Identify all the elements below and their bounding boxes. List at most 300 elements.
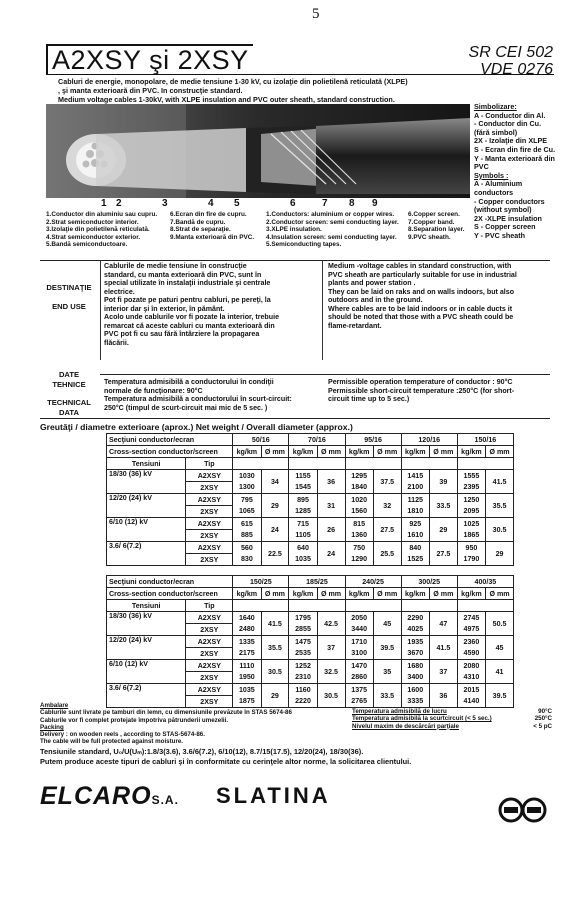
- packing-line: The cable will be full protected against moisture.: [40, 738, 184, 746]
- diameter-cell: 29: [429, 518, 457, 542]
- intro-line: Medium voltage cables 1-30kV, with XLPE insulation and PVC outer sheath, standard construction.: [58, 95, 395, 104]
- weight-cell: 2290: [401, 612, 429, 624]
- type-cell: A2XSY: [186, 542, 233, 554]
- type-cell: 2XSY: [186, 482, 233, 494]
- legend-item: 4.Strat semiconductor exterior.: [46, 233, 141, 241]
- symbols-title-en: Symbols :: [474, 170, 509, 180]
- param-value: 90°C: [538, 708, 552, 715]
- diameter-cell: 27.5: [429, 542, 457, 566]
- callout-8: 8: [349, 198, 355, 209]
- unit-kgkm: kg/km: [401, 588, 429, 600]
- diameter-cell: 37: [429, 660, 457, 684]
- section-header-ro: Secţiuni conductor/ecran: [107, 434, 233, 446]
- weight-cell: 1950: [233, 672, 261, 684]
- weight-cell: 2175: [233, 648, 261, 660]
- weight-cell: 2100: [401, 482, 429, 494]
- voltage-cell: 6/10 (12) kV: [107, 518, 186, 542]
- weight-cell: 1640: [233, 612, 261, 624]
- unit-diameter: Ø mm: [486, 446, 514, 458]
- weight-cell: 1025: [457, 518, 485, 530]
- weight-cell: 925: [401, 518, 429, 530]
- diameter-cell: 39.5: [486, 684, 514, 708]
- text-line: flăcării.: [104, 338, 129, 347]
- unit-diameter: Ø mm: [373, 588, 401, 600]
- weight-cell: 1375: [345, 684, 373, 696]
- packing-line: Delivery : on wooden reels , according to STAS-5674-86.: [40, 731, 205, 739]
- technical-label-en: TECHNICAL: [47, 398, 91, 407]
- section-size: 400/35: [457, 576, 513, 588]
- diameter-cell: 33.5: [373, 684, 401, 708]
- standard-2: VDE 0276: [480, 61, 553, 78]
- section-size: 150/16: [457, 434, 513, 446]
- diameter-cell: 26: [317, 518, 345, 542]
- symbol-item: S - Ecran din fire de Cu.: [474, 144, 556, 154]
- technical-text-ro: [104, 378, 320, 412]
- weight-cell: 2745: [457, 612, 485, 624]
- symbol-item: Y - PVC sheath: [474, 230, 525, 240]
- text-line: Acolo unde cablurile vor fi pozate la interior, trebuie: [104, 313, 280, 321]
- legend-en-col1: [266, 211, 406, 249]
- destination-text-en: [328, 262, 552, 330]
- type-cell: 2XSY: [186, 672, 233, 684]
- unit-kgkm: kg/km: [457, 588, 485, 600]
- diameter-cell: 34: [261, 470, 289, 494]
- legend-item: 8.Strat de separaţie.: [170, 226, 231, 234]
- destination-label-ro: DESTINAŢIE: [46, 283, 92, 292]
- legend-item: 7.Bandă de cupru.: [170, 218, 226, 226]
- header-divider: [46, 74, 554, 75]
- diameter-cell: 29: [261, 684, 289, 708]
- weight-cell: 1525: [401, 554, 429, 566]
- section-size: 70/16: [289, 434, 345, 446]
- empty-cell: [457, 600, 513, 612]
- callout-3: 3: [162, 198, 168, 209]
- diameter-cell: 36: [317, 470, 345, 494]
- weight-cell: 1680: [401, 660, 429, 672]
- weight-cell: 1295: [345, 470, 373, 482]
- legend-item: 9.Manta exterioară din PVC.: [170, 233, 255, 241]
- diameter-cell: 30.5: [261, 660, 289, 684]
- text-line: plants and power station .: [328, 279, 416, 287]
- weight-cell: 1030: [233, 470, 261, 482]
- diameter-cell: 41.5: [486, 470, 514, 494]
- weight-cell: 2220: [289, 696, 317, 708]
- weight-cell: 1290: [345, 554, 373, 566]
- diameter-cell: 42.5: [317, 612, 345, 636]
- diameter-cell: 41: [486, 660, 514, 684]
- empty-cell: [233, 600, 289, 612]
- type-cell: A2XSY: [186, 684, 233, 696]
- type-cell: A2XSY: [186, 660, 233, 672]
- brand-suffix: S.A.: [151, 793, 179, 807]
- text-line: PVC pot fi cu sau fără întârziere la propagarea: [104, 330, 260, 338]
- type-header: Tip: [186, 458, 233, 470]
- weights-table-1: [106, 433, 514, 566]
- param-value: 250°C: [534, 715, 552, 723]
- weight-cell: 1335: [233, 636, 261, 648]
- weight-cell: 2855: [289, 624, 317, 636]
- weight-cell: 1935: [401, 636, 429, 648]
- text-line: Permissible short-circuit temperature :250°C (for short-: [328, 386, 515, 395]
- unit-kgkm: kg/km: [289, 446, 317, 458]
- brand-city: SLATINA: [216, 783, 331, 808]
- weight-cell: 815: [345, 518, 373, 530]
- weight-cell: 1035: [233, 684, 261, 696]
- empty-cell: [345, 458, 401, 470]
- diameter-cell: 35.5: [486, 494, 514, 518]
- cable-cross-section-photo: [46, 104, 470, 198]
- callout-7: 7: [322, 198, 328, 209]
- voltage-cell: 18/30 (36) kV: [107, 612, 186, 636]
- weight-cell: 1470: [345, 660, 373, 672]
- text-line: Temperatura admisibilă a conductorului în condiţii: [104, 378, 274, 386]
- weight-cell: 795: [233, 494, 261, 506]
- type-cell: A2XSY: [186, 494, 233, 506]
- diameter-cell: 25.5: [373, 542, 401, 566]
- callout-2: 2: [116, 198, 122, 209]
- empty-cell: [289, 600, 345, 612]
- voltage-header: Tensiuni: [107, 600, 186, 612]
- weight-cell: 2535: [289, 648, 317, 660]
- text-line: Where cables are to be laid indoors or in cable ducts it: [328, 304, 513, 313]
- diameter-cell: 30.5: [486, 518, 514, 542]
- weight-cell: 1155: [289, 470, 317, 482]
- diameter-cell: 50.5: [486, 612, 514, 636]
- weight-cell: 1545: [289, 482, 317, 494]
- diameter-cell: 47: [429, 612, 457, 636]
- weight-cell: 1250: [457, 494, 485, 506]
- legend-item: 2.Strat semiconductor interior.: [46, 218, 139, 226]
- packing-line: Cablurile sunt livrate pe tamburi din lemn, cu dimensiunile prevăzute în STAS 5674-86: [40, 709, 292, 717]
- diameter-cell: 30.5: [317, 684, 345, 708]
- symbol-item: Y - Manta exterioară din: [474, 153, 555, 163]
- footer-params-labels: [352, 708, 512, 730]
- unit-diameter: Ø mm: [261, 446, 289, 458]
- legend-en-col2: [408, 211, 476, 241]
- unit-diameter: Ø mm: [429, 588, 457, 600]
- param-label: Temperatura admisibilă la scurtcircuit (< 5 sec.): [352, 715, 492, 723]
- text-line: Cablurile de medie tensiune în construcţie: [104, 262, 247, 270]
- unit-diameter: Ø mm: [261, 588, 289, 600]
- weight-cell: 1790: [457, 554, 485, 566]
- weight-cell: 1560: [345, 506, 373, 518]
- text-line: 250°C (timpul de scurt-circuit mai mic de 5 sec. ): [104, 403, 268, 412]
- standard-voltages: [40, 747, 540, 766]
- section-divider: [100, 374, 550, 375]
- weight-cell: 1160: [289, 684, 317, 696]
- weight-cell: 2395: [457, 482, 485, 494]
- weight-cell: 4025: [401, 624, 429, 636]
- empty-cell: [401, 458, 457, 470]
- weight-cell: 1600: [401, 684, 429, 696]
- callout-9: 9: [372, 198, 378, 209]
- unit-diameter: Ø mm: [486, 588, 514, 600]
- text-line: Medium -voltage cables in standard construction, with: [328, 262, 512, 270]
- legend-item: 5.Bandă semiconductoare.: [46, 241, 128, 249]
- diameter-cell: 22.5: [261, 542, 289, 566]
- weight-cell: 615: [233, 518, 261, 530]
- weight-cell: 2080: [457, 660, 485, 672]
- weight-cell: 2310: [289, 672, 317, 684]
- weight-cell: 3335: [401, 696, 429, 708]
- voltage-cell: 3.6/ 6(7.2): [107, 684, 186, 708]
- standard-voltages-line: Tensiunile standard, U₀/U(Uₘ):1.8/3(3.6), 3.6/6(7.2), 6/10(12), 8.7/15(17.5), 12/20(24), 18/30(36).: [40, 747, 364, 756]
- diameter-cell: 37.5: [373, 470, 401, 494]
- page-number: 5: [312, 6, 320, 22]
- weight-cell: 950: [457, 542, 485, 554]
- section-header-en: Cross-section conductor/screen: [107, 588, 233, 600]
- weight-cell: 4590: [457, 648, 485, 660]
- param-value: < 5 pC: [533, 722, 552, 730]
- symbol-item: A - Aluminium: [474, 179, 523, 189]
- diameter-cell: 24: [261, 518, 289, 542]
- unit-diameter: Ø mm: [429, 446, 457, 458]
- type-cell: A2XSY: [186, 518, 233, 530]
- text-line: Pot fi pozate pe paturi pentru cabluri, pe pereţi, la: [104, 296, 271, 304]
- weight-cell: 1795: [289, 612, 317, 624]
- type-cell: A2XSY: [186, 470, 233, 482]
- section-divider: [40, 260, 550, 261]
- legend-item: 2.Conductor screen: semi conducting layer.: [266, 218, 399, 226]
- section-size: 185/25: [289, 576, 345, 588]
- weight-cell: 1875: [233, 696, 261, 708]
- weight-cell: 3100: [345, 648, 373, 660]
- empty-cell: [289, 458, 345, 470]
- weight-cell: 2050: [345, 612, 373, 624]
- symbol-item: 2X - Izolaţie din XLPE: [474, 136, 548, 146]
- weight-cell: 2765: [345, 696, 373, 708]
- type-cell: A2XSY: [186, 636, 233, 648]
- type-cell: 2XSY: [186, 554, 233, 566]
- legend-item: 9.PVC sheath.: [408, 233, 451, 241]
- section-size: 95/16: [345, 434, 401, 446]
- weight-cell: 715: [289, 518, 317, 530]
- technical-text-en: [328, 378, 552, 404]
- empty-cell: [233, 458, 289, 470]
- standard-1: SR CEI 502: [468, 44, 553, 61]
- section-size: 120/16: [401, 434, 457, 446]
- legend-ro-col1: [46, 211, 168, 249]
- section-size: 240/25: [345, 576, 401, 588]
- weight-cell: 2360: [457, 636, 485, 648]
- destination-text-ro: [104, 262, 320, 347]
- weight-cell: 1285: [289, 506, 317, 518]
- symbol-item: A - Conductor din Al.: [474, 110, 546, 120]
- diameter-cell: 35.5: [261, 636, 289, 660]
- symbols-panel: [474, 103, 574, 241]
- technical-label-en: DATA: [59, 407, 79, 417]
- symbol-item: - Copper conductors: [474, 196, 545, 206]
- legend-item: 1.Conductor din aluminiu sau cupru.: [46, 211, 158, 218]
- weight-cell: 1710: [345, 636, 373, 648]
- legend-item: 1.Conductors: aluminium or copper wires.: [266, 211, 395, 218]
- weight-cell: 1105: [289, 530, 317, 542]
- diameter-cell: 31: [317, 494, 345, 518]
- diameter-cell: 37: [317, 636, 345, 660]
- weight-cell: 1415: [401, 470, 429, 482]
- weight-cell: 1252: [289, 660, 317, 672]
- intro-line: , şi manta exterioară din PVC. In construcţie standard.: [58, 86, 243, 95]
- weight-cell: 4310: [457, 672, 485, 684]
- diameter-cell: 32.5: [317, 660, 345, 684]
- weight-cell: 3670: [401, 648, 429, 660]
- section-size: 300/25: [401, 576, 457, 588]
- symbol-item: PVC: [474, 162, 489, 172]
- weight-cell: 1360: [345, 530, 373, 542]
- legend-item: 6.Copper screen.: [408, 211, 460, 218]
- type-header: Tip: [186, 600, 233, 612]
- certification-mark-icon: [498, 796, 548, 824]
- weight-cell: 750: [345, 542, 373, 554]
- legend-item: 4.Insulation screen: semi conducting layer.: [266, 233, 397, 241]
- diameter-cell: 35: [373, 660, 401, 684]
- intro-line: Cabluri de energie, monopolare, de medie tensiune 1-30 kV, cu izolaţie din polietilenă reticulată (XLPE): [58, 77, 408, 86]
- callout-5: 5: [234, 198, 240, 209]
- packing-en-title: Packing: [40, 723, 64, 731]
- packing-line: Cablurile vor fi complet protejate împotriva pătrunderii umezelii.: [40, 716, 229, 724]
- weight-cell: 1110: [233, 660, 261, 672]
- unit-kgkm: kg/km: [345, 588, 373, 600]
- elcaro-logo: [40, 782, 179, 811]
- empty-cell: [345, 600, 401, 612]
- voltage-cell: 18/30 (36) kV: [107, 470, 186, 494]
- param-label: Temperatura admisibilă de lucru: [352, 708, 447, 715]
- symbol-item: (without symbol): [474, 205, 532, 215]
- section-divider: [40, 418, 550, 419]
- type-cell: 2XSY: [186, 506, 233, 518]
- weight-cell: 2095: [457, 506, 485, 518]
- destination-label: [40, 283, 98, 311]
- symbol-item: S - Copper screen: [474, 222, 536, 232]
- unit-kgkm: kg/km: [289, 588, 317, 600]
- diameter-cell: 39.5: [373, 636, 401, 660]
- type-cell: 2XSY: [186, 624, 233, 636]
- unit-kgkm: kg/km: [401, 446, 429, 458]
- diameter-cell: 29: [486, 542, 514, 566]
- custom-production-line: Putem produce aceste tipuri de cabluri şi în conformitate cu cerinţele altor norme, la solicitarea clientului.: [40, 756, 412, 766]
- param-label: Nivelul maxim de descărcări parţiale: [352, 722, 459, 730]
- diameter-cell: 27.5: [373, 518, 401, 542]
- text-line: standard, cu manta exterioară din PVC, sunt în: [104, 270, 262, 279]
- type-cell: 2XSY: [186, 648, 233, 660]
- text-line: PVC sheath are particularly suitable for use in industrial: [328, 270, 517, 279]
- diameter-cell: 29: [261, 494, 289, 518]
- legend-ro-col2: [170, 211, 266, 241]
- callout-4: 4: [208, 198, 214, 209]
- weight-cell: 1125: [401, 494, 429, 506]
- text-line: should be noted that those with a PVC sheath could be: [328, 313, 514, 321]
- weight-cell: 4975: [457, 624, 485, 636]
- technical-label: [40, 370, 98, 417]
- unit-kgkm: kg/km: [233, 446, 261, 458]
- weight-cell: 885: [233, 530, 261, 542]
- symbol-item: conductors: [474, 187, 514, 197]
- diameter-cell: 36: [429, 684, 457, 708]
- unit-diameter: Ø mm: [317, 446, 345, 458]
- text-line: interior dar şi în exterior, în pământ.: [104, 304, 225, 313]
- destination-label-en: END USE: [52, 301, 86, 311]
- diameter-cell: 41.5: [261, 612, 289, 636]
- legend-item: 8.Separation layer.: [408, 226, 465, 234]
- empty-cell: [457, 458, 513, 470]
- unit-diameter: Ø mm: [317, 588, 345, 600]
- intro-text: [58, 77, 528, 104]
- symbols-title-ro: Simbolizare:: [474, 102, 517, 111]
- voltage-cell: 3.6/ 6(7.2): [107, 542, 186, 566]
- legend-item: 7.Copper band.: [408, 218, 455, 226]
- diameter-cell: 39: [429, 470, 457, 494]
- diameter-cell: 32: [373, 494, 401, 518]
- weight-cell: 3400: [401, 672, 429, 684]
- legend-item: 5.Semiconducting tapes.: [266, 241, 342, 249]
- legend-item: 6.Ecran din fire de cupru.: [170, 211, 247, 218]
- weight-cell: 2480: [233, 624, 261, 636]
- voltage-cell: 12/20 (24) kV: [107, 636, 186, 660]
- weight-cell: 830: [233, 554, 261, 566]
- packing-ro-title: Ambalare: [40, 702, 69, 709]
- weight-cell: 3440: [345, 624, 373, 636]
- column-divider: [322, 260, 323, 360]
- weight-cell: 840: [401, 542, 429, 554]
- text-line: special utilizate în instalaţii industriale şi centrale: [104, 279, 271, 287]
- weight-cell: 560: [233, 542, 261, 554]
- section-header-en: Cross-section conductor/screen: [107, 446, 233, 458]
- weight-cell: 1610: [401, 530, 429, 542]
- weight-cell: 2860: [345, 672, 373, 684]
- product-title: A2XSY şi 2XSY: [46, 44, 253, 74]
- diameter-cell: 45: [486, 636, 514, 660]
- callout-6: 6: [290, 198, 296, 209]
- standards-box: [469, 44, 553, 78]
- symbol-item: (fără simbol): [474, 127, 518, 137]
- section-size: 150/25: [233, 576, 289, 588]
- weight-cell: 1300: [233, 482, 261, 494]
- legend-item: 3.XLPE insulation.: [266, 226, 322, 234]
- diameter-cell: 41.5: [429, 636, 457, 660]
- diameter-cell: 33.5: [429, 494, 457, 518]
- unit-diameter: Ø mm: [373, 446, 401, 458]
- packing-block: [40, 702, 340, 746]
- text-line: remarcat că aceste cabluri cu manta exterioară din: [104, 321, 275, 330]
- symbol-item: 2X -XLPE insulation: [474, 213, 542, 223]
- weight-cell: 1555: [457, 470, 485, 482]
- type-cell: A2XSY: [186, 612, 233, 624]
- footer-params-values: [506, 708, 552, 730]
- text-line: Temperatura admisibilă a conductorului în scurt-circuit:: [104, 395, 292, 403]
- section-size: 50/16: [233, 434, 289, 446]
- text-line: outdoors and in the ground.: [328, 296, 423, 304]
- diameter-cell: 45: [373, 612, 401, 636]
- symbol-item: - Conductor din Cu.: [474, 119, 542, 129]
- text-line: electrice.: [104, 287, 135, 296]
- weight-cell: 1865: [457, 530, 485, 542]
- callout-1: 1: [101, 198, 107, 209]
- voltage-cell: 12/20 (24) kV: [107, 494, 186, 518]
- text-line: normale de funcţionare: 90°C: [104, 386, 203, 395]
- type-cell: 2XSY: [186, 530, 233, 542]
- type-cell: 2XSY: [186, 696, 233, 708]
- weight-cell: 2015: [457, 684, 485, 696]
- weight-cell: 640: [289, 542, 317, 554]
- unit-kgkm: kg/km: [457, 446, 485, 458]
- weights-table-2: [106, 575, 514, 708]
- weight-cell: 1840: [345, 482, 373, 494]
- weight-cell: 1475: [289, 636, 317, 648]
- legend-item: 3.Izolaţie din polietilenă reticulată.: [46, 226, 150, 234]
- weight-cell: 1065: [233, 506, 261, 518]
- text-line: Permissible operation temperature of conductor : 90°C: [328, 378, 513, 386]
- text-line: circuit time up to 5 sec.): [328, 395, 410, 403]
